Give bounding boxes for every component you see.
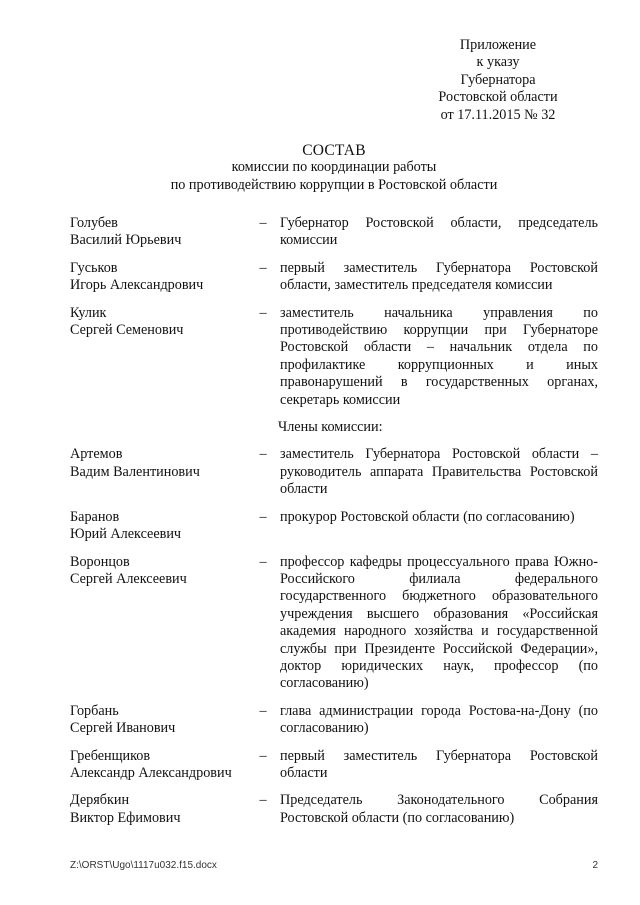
dash-separator: – — [259, 792, 267, 809]
list-item — [70, 509, 598, 544]
list-item — [70, 215, 598, 250]
members-heading: Члены комиссии: — [278, 419, 383, 436]
position-description: первый заместитель Губернатора Ростовской области — [280, 747, 598, 781]
title-line-2: по противодействию коррупции в Ростовской области — [170, 176, 498, 193]
surname: Артемов — [70, 446, 123, 463]
surname: Кулик — [70, 304, 107, 321]
appendix-line: к указу — [476, 54, 520, 71]
given-names: Сергей Алексеевич — [70, 570, 187, 587]
person-name — [70, 446, 254, 481]
list-item — [70, 446, 598, 498]
surname: Баранов — [70, 508, 120, 525]
position-description: глава администрации города Ростова-на-Дону (по согласованию) — [280, 702, 598, 737]
list-item — [70, 260, 598, 295]
person-name — [70, 748, 254, 783]
appendix-line: Ростовской области — [438, 89, 558, 106]
list-item — [70, 792, 598, 827]
list-item — [70, 554, 598, 693]
appendix-date-line: от 17.11.2015 № 32 — [440, 106, 556, 123]
dash-separator: – — [259, 304, 267, 321]
dash-separator: – — [259, 702, 267, 719]
dash-separator: – — [259, 553, 267, 570]
given-names: Юрий Алексеевич — [70, 526, 182, 543]
list-item — [70, 305, 598, 409]
dash-separator: – — [259, 215, 267, 231]
surname: Горбань — [70, 702, 119, 719]
dash-separator: – — [259, 747, 267, 764]
title-main: СОСТАВ — [302, 142, 366, 159]
person-name — [70, 305, 254, 340]
surname: Голубев — [70, 215, 118, 231]
person-name — [70, 509, 254, 544]
position-description: заместитель Губернатора Ростовской области – руководитель аппарата Правительства Ростовской области — [280, 446, 598, 498]
person-name — [70, 703, 254, 738]
surname: Гуськов — [70, 259, 118, 276]
dash-separator: – — [259, 446, 267, 463]
document-title — [70, 142, 598, 194]
appendix-line: Приложение — [459, 37, 537, 53]
title-line-1: комиссии по координации работы — [231, 159, 437, 176]
appendix-block — [368, 37, 568, 124]
position-description: первый заместитель Губернатора Ростовской области, заместитель председателя комиссии — [280, 259, 598, 294]
dash-separator: – — [259, 259, 267, 276]
surname: Воронцов — [70, 553, 130, 570]
surname: Дерябкин — [70, 792, 130, 809]
person-name — [70, 215, 254, 250]
file-path: Z:\ORST\Ugo\1117u032.f15.docx — [70, 860, 217, 871]
given-names: Сергей Семенович — [70, 322, 184, 339]
list-item — [70, 748, 598, 783]
given-names: Василий Юрьевич — [70, 232, 182, 249]
appendix-line: Губернатора — [460, 71, 536, 88]
page-footer — [70, 857, 598, 874]
person-name — [70, 260, 254, 295]
given-names: Виктор Ефимович — [70, 809, 181, 826]
surname: Гребенщиков — [70, 747, 151, 764]
given-names: Игорь Александрович — [70, 277, 204, 294]
composition-list — [70, 215, 598, 837]
person-name — [70, 792, 254, 827]
given-names: Александр Александрович — [70, 764, 232, 781]
page-number: 2 — [592, 860, 598, 871]
position-description: профессор кафедры процессуального права Южно-Российского филиала федерального государственного бюджетного образовательного учреждения высшего образования «Российская академия народного хозяйства и государственной службы при Президенте Российской Федерации», доктор юридических наук, профессор (по согласованию) — [280, 553, 598, 692]
position-description: прокурор Ростовской области (по согласованию) — [280, 508, 575, 525]
position-description: заместитель начальника управления по противодействию коррупции при Губернаторе Ростовской области – начальник отдела по профилактике коррупционных и иных правонарушений в государственных органах, секретарь комиссии — [280, 304, 598, 408]
given-names: Вадим Валентинович — [70, 463, 200, 480]
list-item — [70, 703, 598, 738]
position-description: Председатель Законодательного Собрания Ростовской области (по согласованию) — [280, 792, 598, 826]
person-name — [70, 554, 254, 589]
dash-separator: – — [259, 508, 267, 525]
given-names: Сергей Иванович — [70, 720, 176, 737]
position-description: Губернатор Ростовской области, председатель комиссии — [280, 215, 598, 249]
